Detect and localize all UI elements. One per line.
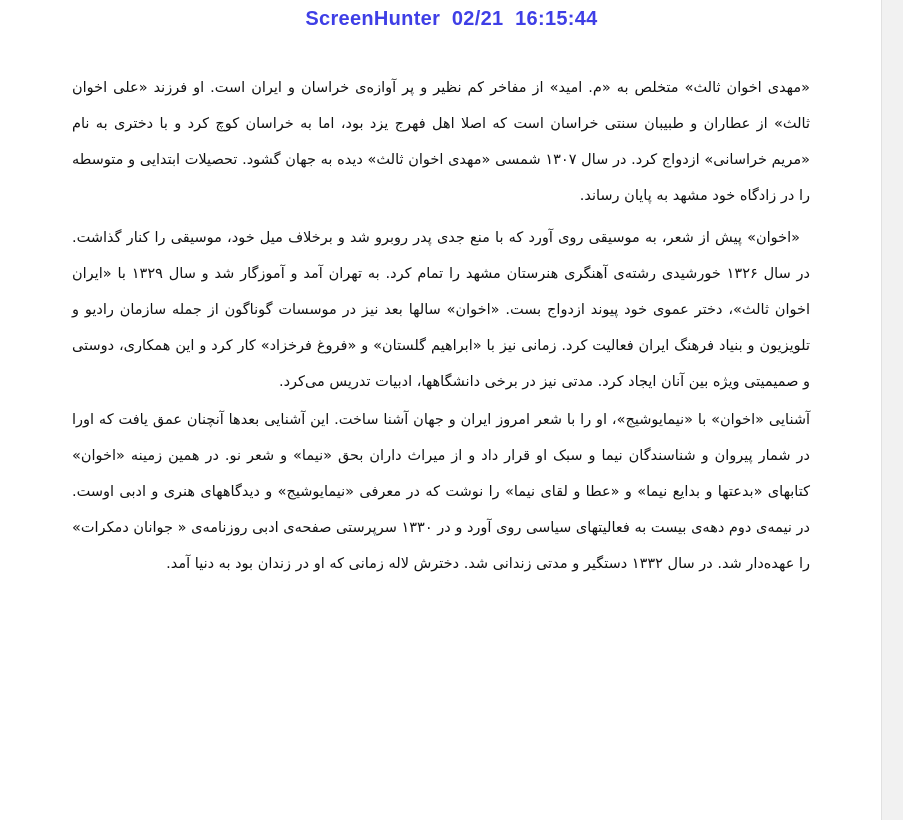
screenhunter-watermark: ScreenHunter 02/21 16:15:44 <box>305 8 598 30</box>
paragraph-2: «اخوان» پیش از شعر، به موسیقی روی آورد که با منع جدی پدر روبرو شد و برخلاف میل خود، موسیقی را کنار گذاشت. در سال ۱۳۲۶ خورشیدی رشته‌ی آهنگری هنرستان مشهد را تمام کرد. به تهران آمد و آموزگار شد و سال ۱۳۲۹ با «ایران اخوان ثالث»، دختر عموی خود پیوند ازدواج بست. «اخوان» سالها بعد نیز در موسسات گوناگون از جمله سازمان رادیو و تلویزیون و بنیاد فرهنگ ایران فعالیت کرد. زمانی نیز با «ابراهیم گلستان» و «فروغ فرخزاد» کار کرد و این همکاری، دوستی و صمیمیتی ویژه بین آنان ایجاد کرد. مدتی نیز در برخی دانشگاهها، ادبیات تدریس می‌کرد. <box>72 230 811 390</box>
vertical-scrollbar[interactable] <box>881 0 903 820</box>
document-body <box>72 70 810 582</box>
paragraph-1: «مهدی اخوان ثالث» متخلص به «م. امید» از مفاخر کم نظیر و پر آوازه‌ی خراسان و ایران است. او فرزند «علی اخوان ثالث» از عطاران و طبیبان سنتی خراسان است که اصلا اهل فهرج یزد بود، اما به خراسان کوچ کرد و با دختری به نام «مریم خراسانی» ازدواج کرد. در سال ۱۳۰۷ شمسی «مهدی اخوان ثالث» دیده به جهان گشود. تحصیلات ابتدایی و متوسطه را در زادگاه خود مشهد به پایان رساند. <box>72 80 810 204</box>
paragraph-3: آشنایی «اخوان» با «نیمایوشیج»، او را با شعر امروز ایران و جهان آشنا ساخت. این آشنایی بعدها آنچنان عمق یافت که اورا در شمار پیروان و شناسندگان نیما و سبک او قرار داد و از میراث داران بحق «نیما» و شعر نو. در همین زمینه «اخوان» کتابهای «بدعتها و بدایع نیما» و «عطا و لقای نیما» را نوشت که در معرفی «نیمایوشیج» و دیدگاههای هنری و ادبی اوست. در نیمه‌ی دوم دهه‌ی بیست به فعالیتهای سیاسی روی آورد و در ۱۳۳۰ سرپرستی صفحه‌ی ادبی روزنامه‌ی « جوانان دمکرات» را عهده‌دار شد. در سال ۱۳۳۲ دستگیر و مدتی زندانی شد. دخترش لاله زمانی که او در زندان بود به دنیا آمد. <box>72 412 810 572</box>
